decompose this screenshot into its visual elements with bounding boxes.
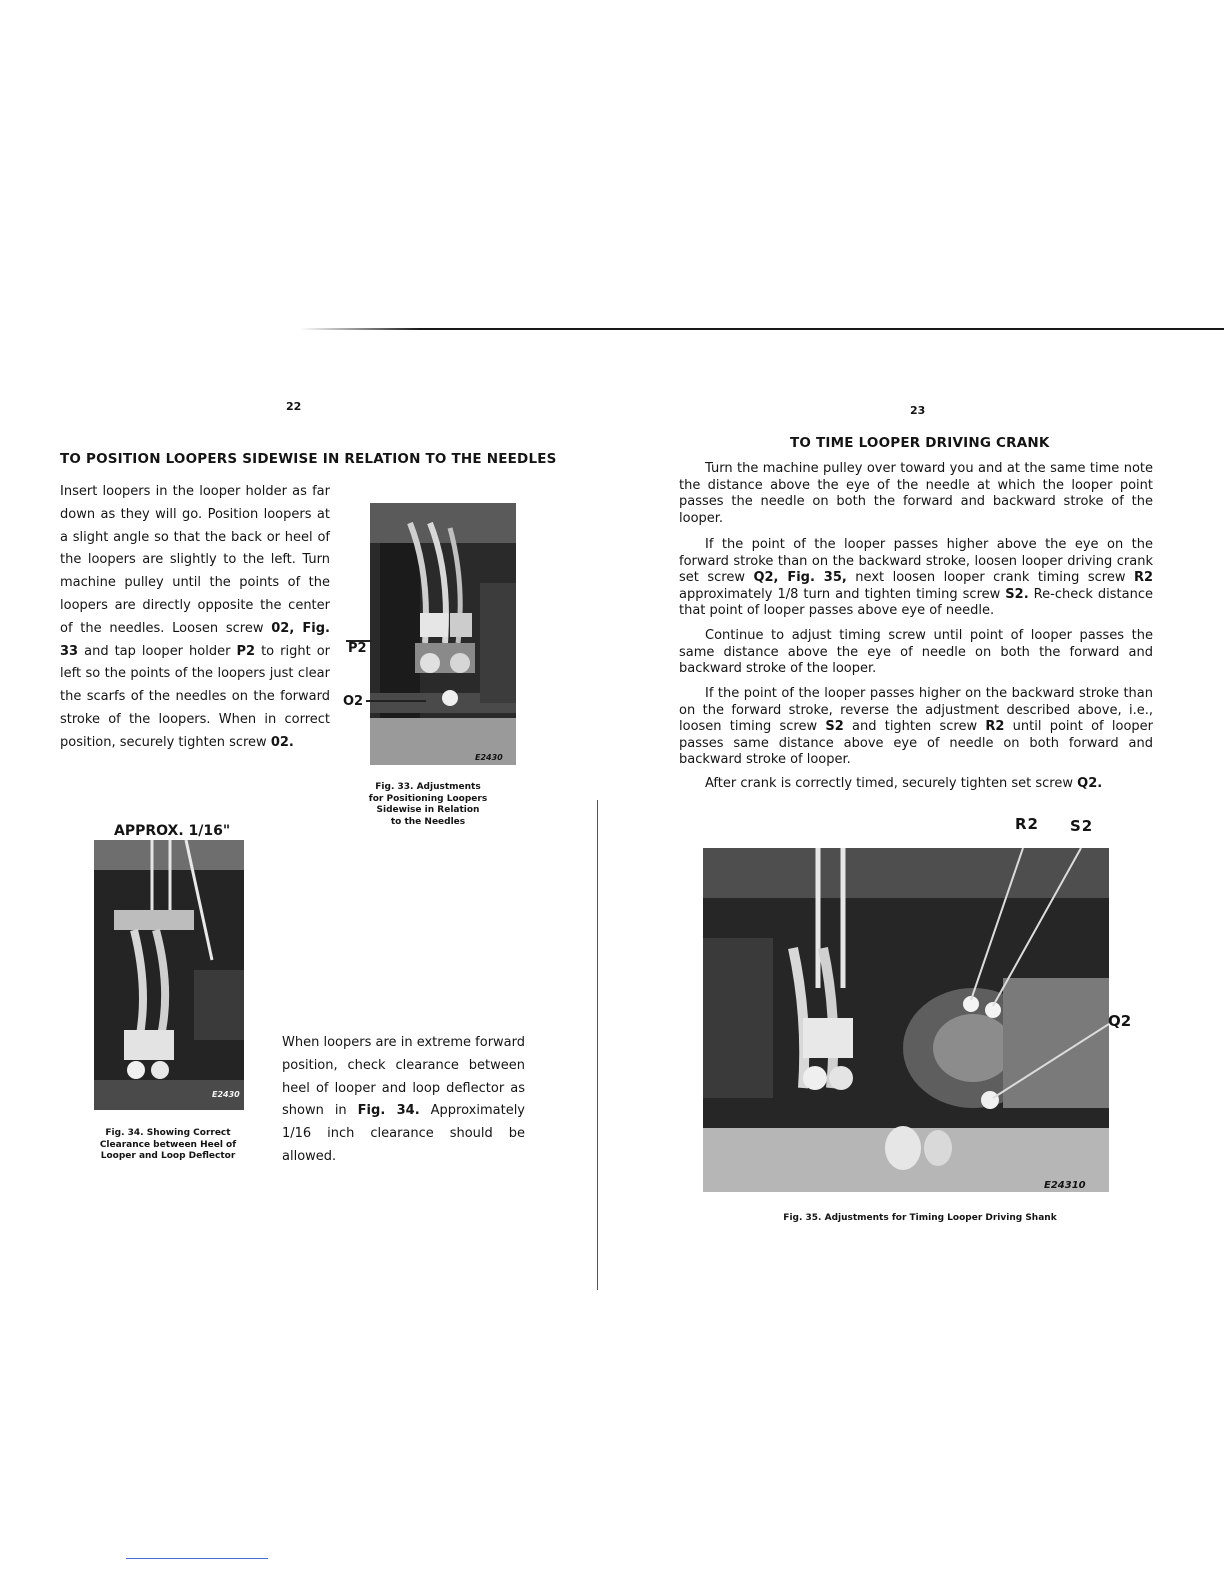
bold-reference: Fig. 34. — [357, 1103, 420, 1119]
page-number-right: 23 — [910, 404, 926, 417]
fig34-caption — [80, 1128, 256, 1163]
fig35-machine-drawing — [703, 848, 1109, 1192]
page-number-left: 22 — [286, 400, 302, 413]
text-run: Turn the machine pulley over toward you and at the same time note the distance above the eye of the needle at which the looper point passes the needle on both the forward and backward stroke of the looper. — [679, 461, 1153, 526]
fig33-label-o2: O2 — [343, 694, 364, 709]
fig34-code: E2430 — [212, 1090, 240, 1099]
text-run: approximately 1/8 turn and tighten timing screw — [679, 586, 1006, 602]
right-paragraph-2 — [679, 537, 1153, 620]
right-paragraph-text — [679, 628, 1153, 678]
text-run: Approximately 1/16 inch clearance should be allowed. — [282, 1103, 526, 1164]
right-paragraph-text — [679, 776, 1153, 793]
text-run: If the point of the looper passes higher above the eye on the forward stroke than on the backward stroke, loosen looper driving crank set screw — [679, 537, 1153, 585]
left-paragraph-1 — [60, 481, 330, 755]
text-run: Re-check distance that point of looper passes above eye of needle. — [679, 586, 1153, 618]
fig34-approx-label: APPROX. 1/16" — [114, 823, 231, 839]
fig35-label-q2: Q2 — [1108, 1012, 1132, 1030]
right-paragraph-5 — [679, 776, 1153, 793]
bold-reference: 02. — [270, 734, 294, 750]
text-run: When loopers are in extreme forward position, check clearance between heel of looper and loop deflector as shown in — [282, 1035, 525, 1119]
text-run: and tap looper holder — [78, 643, 237, 659]
left-heading: TO POSITION LOOPERS SIDEWISE IN RELATION TO THE NEEDLES — [60, 451, 557, 467]
text-run: and tighten screw — [843, 719, 986, 734]
bold-reference: R2 — [1133, 570, 1153, 585]
fig35-label-s2: S2 — [1070, 817, 1094, 835]
fig33-caption-line: Sidewise in Relation — [376, 805, 480, 815]
fig35-photo — [703, 848, 1109, 1192]
bold-reference: Q2. — [1077, 776, 1103, 791]
fig34-caption-line: Fig. 34. Showing Correct — [105, 1128, 231, 1138]
fig33-photo — [370, 503, 516, 765]
fig33-caption — [340, 782, 516, 828]
bottom-underline — [126, 1558, 268, 1559]
right-heading: TO TIME LOOPER DRIVING CRANK — [790, 435, 1050, 451]
text-run: to right or left so the points of the loopers just clear the scarfs of the needles on the forward stroke of the loopers. When in correct position, securely tighten screw — [60, 643, 330, 750]
bold-reference: P2 — [236, 643, 256, 659]
right-paragraph-4 — [679, 686, 1153, 769]
fig35-caption: Fig. 35. Adjustments for Timing Looper Driving Shank — [783, 1213, 1057, 1223]
text-run: until point of looper passes same distance above eye of needle on both forward and backward stroke of looper. — [679, 719, 1153, 767]
text-run: If the point of the looper passes higher on the backward stroke than on the forward stroke, reverse the adjustment described above, i.e., loosen timing screw — [679, 686, 1153, 734]
fig35-code: E24310 — [1044, 1180, 1086, 1191]
text-run: After crank is correctly timed, securely tighten set screw — [705, 776, 1078, 791]
fig33-caption-line: for Positioning Loopers — [368, 793, 488, 804]
fig34-caption-line: Clearance between Heel of — [99, 1139, 237, 1150]
fig33-caption-line: to the Needles — [390, 816, 466, 827]
text-run: next loosen looper crank timing screw — [846, 570, 1134, 585]
fig33-code: E2430 — [475, 753, 503, 762]
text-run: Insert loopers in the looper holder as far down as they will go. Position loopers at a slight angle so that the back or heel of the loopers are slightly to the left. Turn machine pulley until the points of the loopers are directly opposite the center of the needles. Loosen screw — [60, 484, 330, 636]
left-paragraph-2 — [282, 1032, 525, 1169]
text-run: Continue to adjust timing screw until point of looper passes the same distance above the eye of needle on both the forward and backward stroke of the looper. — [679, 628, 1153, 676]
o2-pointer — [366, 700, 426, 702]
fig34-photo — [94, 840, 244, 1110]
right-paragraph-1 — [679, 461, 1153, 527]
bold-reference: S2. — [1005, 586, 1029, 602]
fig33-caption-line: Fig. 33. Adjustments — [375, 782, 481, 792]
fig33-label-p2: P2 — [348, 641, 367, 656]
fig33-machine-drawing — [370, 503, 516, 765]
right-paragraph-3 — [679, 628, 1153, 678]
bold-reference: Q2, Fig. 35, — [753, 570, 847, 585]
bold-reference: R2 — [985, 719, 1005, 734]
fig34-caption-line: Looper and Loop Deflector — [100, 1151, 236, 1161]
bold-reference: 02, Fig. 33 — [60, 620, 331, 659]
right-paragraph-text — [679, 537, 1153, 620]
right-paragraph-text — [679, 686, 1153, 769]
right-paragraph-text — [679, 461, 1153, 527]
fig35-label-r2: R2 — [1015, 815, 1039, 833]
page-gutter-line — [597, 800, 598, 1290]
bold-reference: S2 — [825, 719, 844, 734]
top-rule-fade — [300, 328, 420, 330]
top-rule — [300, 328, 1224, 330]
fig34-machine-drawing — [94, 840, 244, 1110]
